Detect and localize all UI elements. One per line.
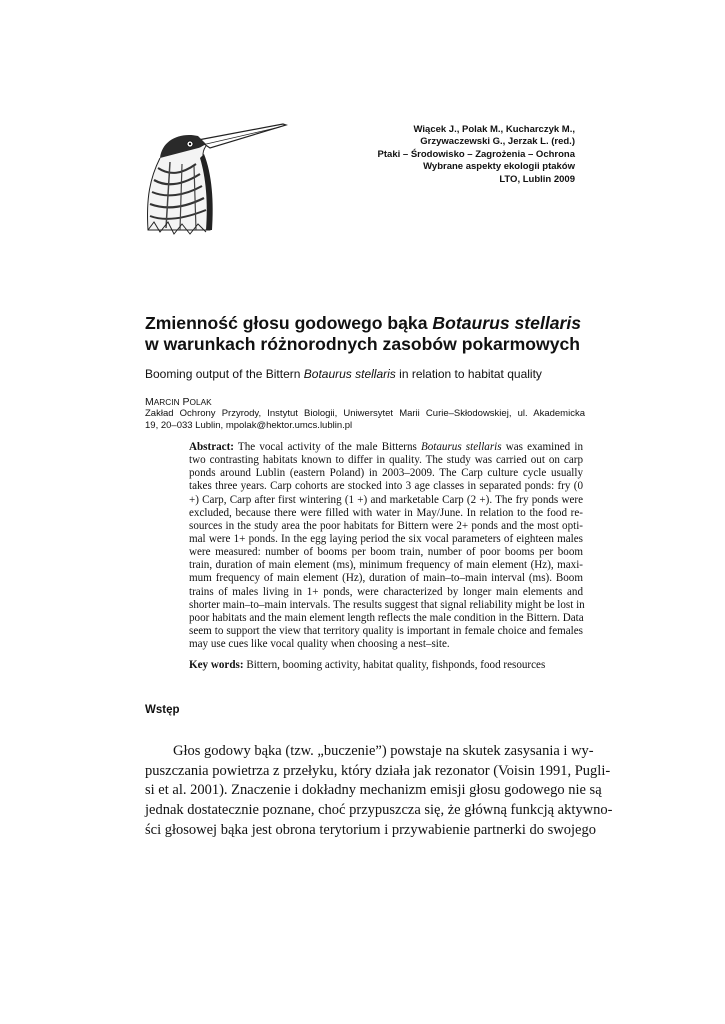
abstract-line: +) Carp, Carp after first wintering (1 +) and marketable Carp (2 +). The fry ponds were: [189, 493, 583, 506]
abstract-line: seem to support the view that territory quality is important in female choice and females: [189, 624, 583, 637]
section-heading: Wstęp: [145, 704, 180, 716]
citation-block: [330, 124, 575, 186]
author-name: [145, 396, 212, 408]
abstract-label: Abstract:: [189, 441, 234, 453]
citation-line: Grzywaczewski G., Jerzak L. (red.): [420, 136, 575, 148]
affiliation-line: Zakład Ochrony Przyrody, Instytut Biologii, Uniwersytet Marii Curie–Skłodowskiej, ul. Akademicka: [145, 408, 585, 419]
title-line-2: w warunkach różnorodnych zasobów pokarmowych: [145, 334, 581, 354]
keywords-text: Bittern, booming activity, habitat quality, fishponds, food resources: [243, 659, 546, 671]
subtitle-text-end: in relation to habitat quality: [395, 367, 542, 381]
abstract: [189, 441, 583, 651]
subtitle-text: Booming output of the Bittern: [145, 367, 304, 381]
keywords: [189, 659, 583, 671]
title-line-1: [145, 313, 585, 334]
citation-line: Ptaki – Środowisko – Zagrożenia – Ochrona: [377, 148, 575, 160]
abstract-text: was examined in: [501, 441, 583, 453]
abstract-line: trains of males living in 1+ ponds, were characterized by longer main elements and: [189, 585, 583, 598]
abstract-line: takes three years. Carp cohorts are stocked into 3 age classes in separated ponds: fry (0: [189, 480, 583, 493]
author-affiliation: [145, 408, 585, 431]
abstract-line: mum frequency of main element (Hz), duration of main–to–main interval (ms). Boom: [189, 572, 583, 585]
body-line: ści głosowej bąka jest obrona terytorium i przywabienie partnerki do swojego: [145, 821, 596, 838]
author-initial: M: [145, 396, 154, 408]
abstract-line: may use cues like vocal quality when choosing a nest–site.: [189, 638, 450, 651]
body-text: [145, 742, 613, 840]
bittern-head-drawing: [148, 124, 287, 234]
abstract-line: poor habitats and the main element length reflects the male condition in the Bittern. Data: [189, 611, 584, 624]
abstract-line: [189, 441, 583, 454]
abstract-line: two contrasting habitats known to differ in quality. The study was carried out on carp: [189, 454, 583, 467]
abstract-species: Botaurus stellaris: [420, 441, 502, 453]
abstract-line: sources in the study area the poor habitats for Bittern were 2+ ponds and the most opti-: [189, 519, 583, 532]
abstract-line: shorter main–to–main intervals. The results suggest that signal reliability might be lost in: [189, 598, 585, 611]
abstract-line: mal were 1+ ponds. In the egg laying period the six vocal parameters of eighteen males: [189, 532, 583, 545]
citation-line: Wiącek J., Polak M., Kucharczyk M.,: [413, 124, 575, 135]
citation-line: LTO, Lublin 2009: [499, 173, 575, 185]
abstract-line: excluded, because there were filled with water in May/June. In relation to the food re-: [189, 506, 583, 519]
bittern-illustration: [140, 118, 290, 236]
body-line: jednak dostatecznie poznane, choć przypuszcza się, że główną funkcją aktywno-: [145, 802, 613, 819]
author-smallcaps: ARCIN: [153, 397, 180, 407]
keywords-label: Key words:: [189, 659, 244, 671]
citation-line: Wybrane aspekty ekologii ptaków: [423, 161, 575, 173]
subtitle-species: Botaurus stellaris: [303, 367, 396, 381]
body-line: si et al. 2001). Znaczenie i dokładny mechanizm emisji głosu godowego nie są: [145, 782, 602, 799]
abstract-line: train, duration of main element (ms), minimum frequency of main element (Hz), maxi-: [189, 559, 583, 572]
abstract-line: ponds around Lublin (eastern Poland) in 2003–2009. The Carp culture cycle usually: [189, 467, 583, 480]
body-line: puszczania powietrza z przełyku, który działa jak rezonator (Voisin 1991, Pugli-: [145, 762, 611, 779]
title-text: Zmienność głosu godowego bąka: [145, 313, 433, 333]
title-species: Botaurus stellaris: [432, 313, 582, 333]
author-initial: P: [182, 396, 190, 408]
abstract-line: were measured: number of booms per boom train, number of poor booms per boom: [189, 546, 583, 559]
body-line: Głos godowy bąka (tzw. „buczenie”) powstaje na skutek zasysania i wy-: [173, 743, 594, 759]
abstract-text: The vocal activity of the male Bitterns: [233, 441, 421, 453]
affiliation-line: 19, 20–033 Lublin, mpolak@hektor.umcs.lublin.pl: [145, 419, 353, 431]
paper-title: [145, 313, 585, 355]
english-title: [145, 367, 585, 381]
author-smallcaps: OLAK: [189, 397, 212, 407]
